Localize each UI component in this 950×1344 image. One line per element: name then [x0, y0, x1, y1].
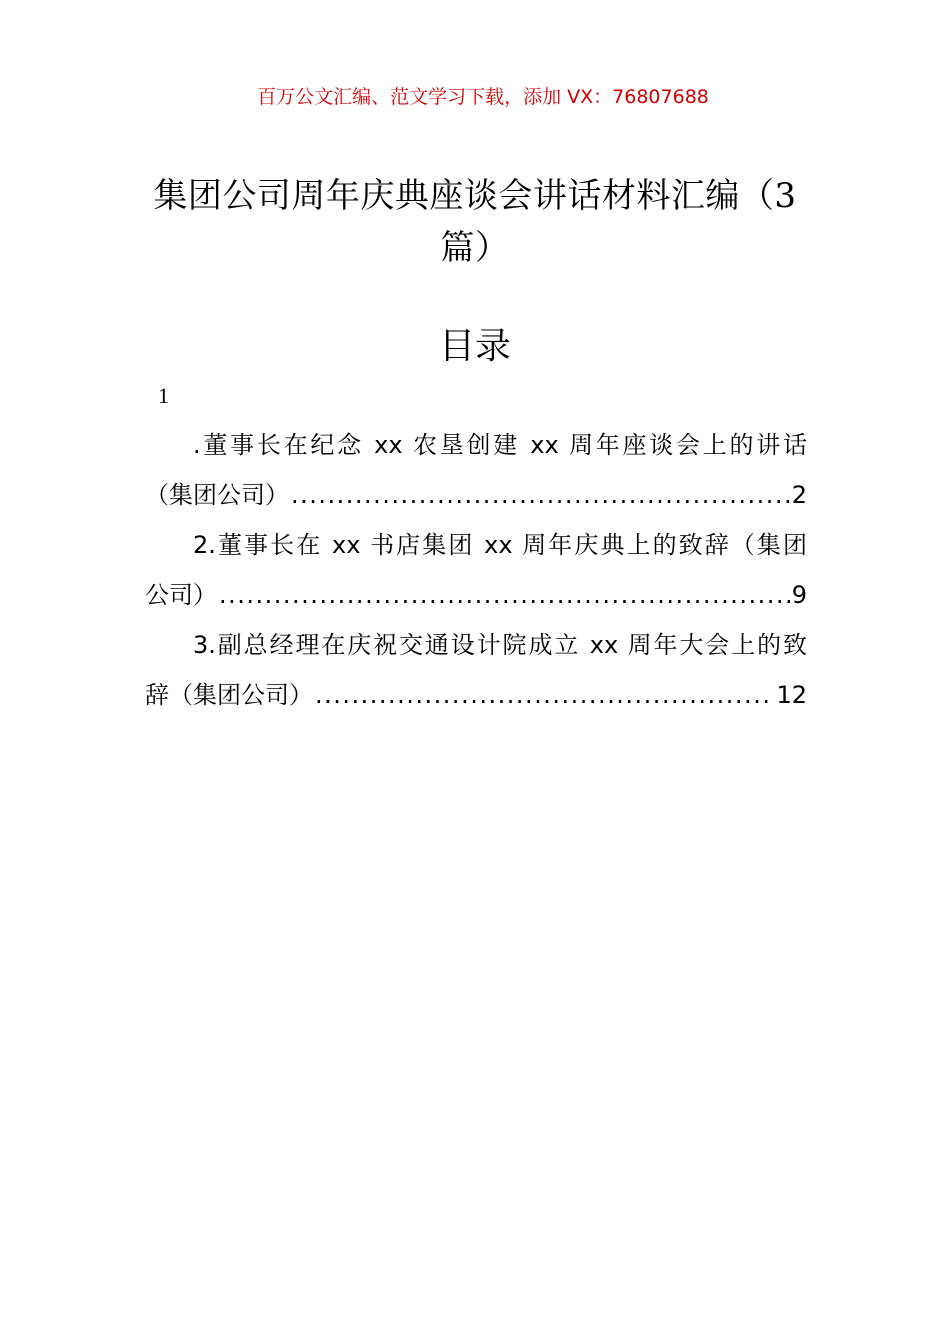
toc-dot-leader	[219, 570, 790, 620]
document-title-count: 3	[774, 176, 797, 216]
toc-page-number: 2	[791, 481, 807, 509]
toc-stray-number: 1	[158, 383, 169, 408]
toc-entry-continuation	[145, 470, 807, 520]
toc-dot-leader	[315, 670, 774, 720]
toc-page-number: 12	[776, 681, 807, 709]
toc-entry-title-tail: 公司）	[145, 581, 217, 609]
toc-entry-continuation	[145, 670, 807, 720]
header-note: 百万公文汇编、范文学习下载，添加 VX：76807688	[257, 86, 709, 108]
toc-entry-1[interactable]	[145, 420, 807, 520]
toc-entry-title-tail: （集团公司）	[145, 481, 289, 509]
toc-heading: 目录	[438, 326, 511, 367]
document-title	[145, 170, 805, 274]
document-title-tail: 篇）	[440, 228, 510, 268]
toc-entry-title: 2.董事长在 xx 书店集团 xx 周年庆典上的致辞（集团	[193, 531, 807, 559]
toc-entry-continuation	[145, 570, 807, 620]
table-of-contents	[145, 420, 807, 720]
toc-entry-title-tail: 辞（集团公司）	[145, 681, 313, 709]
toc-page-number: 9	[791, 581, 807, 609]
document-title-main: 集团公司周年庆典座谈会讲话材料汇编（	[153, 176, 775, 216]
toc-dot-leader	[291, 470, 790, 520]
toc-entry-2[interactable]	[145, 520, 807, 620]
toc-entry-3[interactable]	[145, 620, 807, 720]
toc-entry-title: .董事长在纪念 xx 农垦创建 xx 周年座谈会上的讲话	[193, 431, 807, 459]
toc-entry-title: 3.副总经理在庆祝交通设计院成立 xx 周年大会上的致	[193, 631, 807, 659]
